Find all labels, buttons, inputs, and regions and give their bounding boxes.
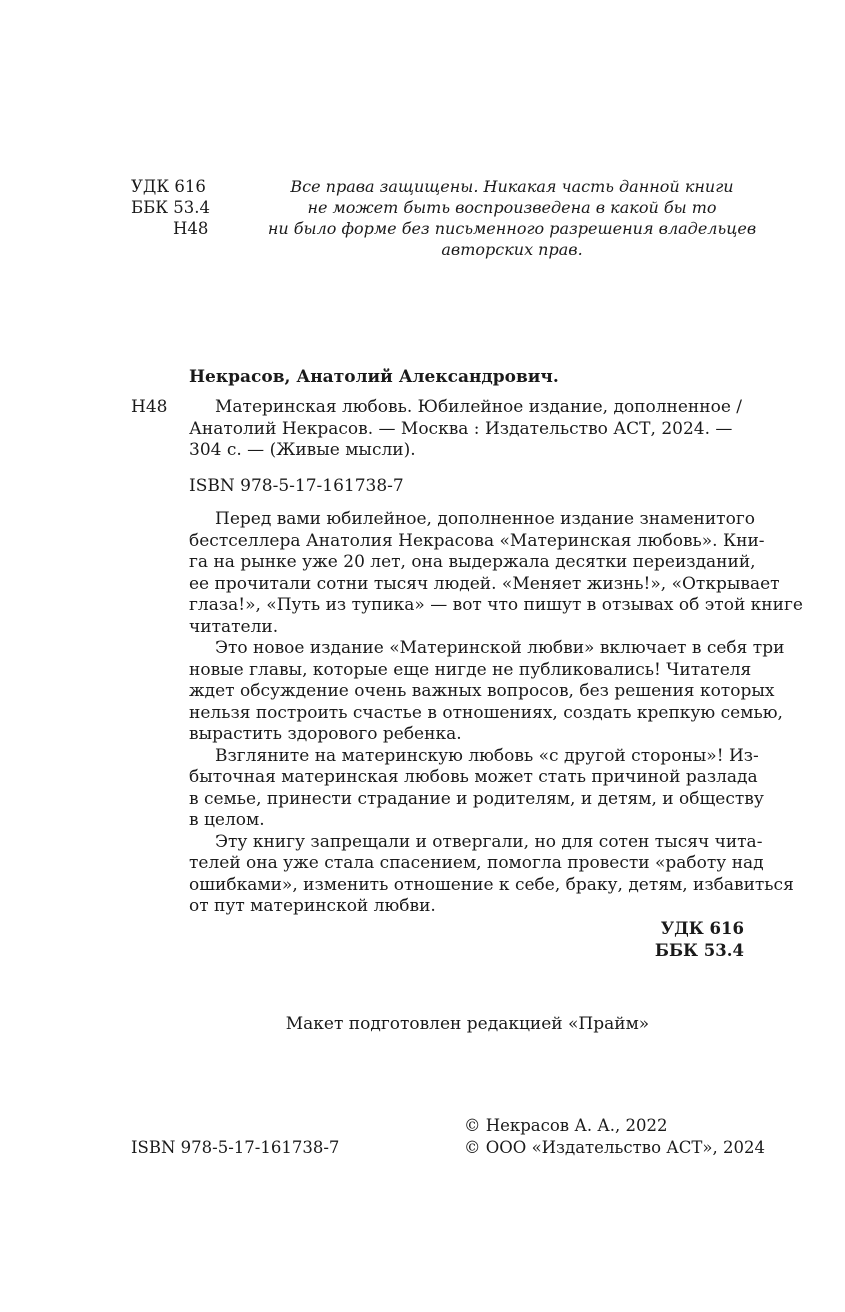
annotation-line: быточная материнская любовь может стать причиной разлада	[189, 767, 758, 787]
annotation-line: Перед вами юбилейное, дополненное издание знаменитого	[215, 509, 755, 529]
rights-line: Все права защищены. Никакая часть данной книги	[290, 177, 734, 196]
bottom-bbk-code: ББК 53.4	[654, 941, 744, 960]
catalog-author-mark: Н48	[131, 397, 168, 417]
bottom-udk-code: УДК 616	[660, 919, 744, 938]
annotation-line: ее прочитали сотни тысяч людей. «Меняет жизнь!», «Открывает	[189, 573, 780, 594]
rights-line: ни было форме без письменного разрешения владельцев	[267, 219, 757, 238]
copyright-block	[464, 1115, 765, 1159]
annotation-line: вырастить здорового ребенка.	[189, 724, 462, 744]
copyright-line: © ООО «Издательство АСТ», 2024	[464, 1138, 765, 1157]
rights-line: авторских прав.	[441, 240, 583, 259]
annotation-line: телей она уже стала спасением, помогла провести «работу над	[189, 853, 764, 873]
rights-line: не может быть воспроизведена в какой бы то	[307, 198, 717, 217]
annotation-line: в целом.	[189, 810, 265, 830]
annotation-line: Взгляните на материнскую любовь «с другой стороны»! Из-	[215, 745, 759, 766]
annotation-line: ждет обсуждение очень важных вопросов, без решения которых	[189, 681, 775, 701]
copyright-line: © Некрасов А. А., 2022	[464, 1116, 668, 1135]
annotation-line: Это новое издание «Материнской любви» включает в себя три	[215, 638, 785, 658]
udk-code: УДК 616	[131, 177, 206, 196]
catalog-line: 304 с. — (Живые мысли).	[189, 440, 416, 460]
annotation-line: нельзя построить счастье в отношениях, создать крепкую семью,	[189, 702, 783, 723]
annotation-line: ошибками», изменить отношение к себе, браку, детям, избавиться	[189, 874, 794, 895]
prepared-by-note: Макет подготовлен редакцией «Прайм»	[285, 1014, 650, 1034]
catalog-isbn: ISBN 978-5-17-161738-7	[189, 476, 404, 496]
author-mark: Н48	[173, 219, 209, 238]
annotation-line: бестселлера Анатолия Некрасова «Материнская любовь». Кни-	[189, 530, 765, 551]
rights-notice	[262, 176, 762, 260]
classification-codes	[131, 176, 210, 239]
catalog-line: Материнская любовь. Юбилейное издание, дополненное /	[215, 397, 743, 417]
annotation-line: га на рынке уже 20 лет, она выдержала десятки переизданий,	[189, 552, 756, 572]
annotation-line: от пут материнской любви.	[189, 896, 436, 916]
bottom-isbn: ISBN 978-5-17-161738-7	[131, 1138, 340, 1157]
annotation-line: Эту книгу запрещали и отвергали, но для сотен тысяч чита-	[215, 831, 763, 852]
bottom-classification-codes	[655, 918, 744, 962]
annotation	[189, 509, 803, 918]
bbk-code: ББК 53.4	[131, 198, 211, 217]
annotation-line: читатели.	[189, 616, 279, 637]
author-heading: Некрасов, Анатолий Александрович.	[189, 367, 559, 387]
annotation-line: глаза!», «Путь из тупика» — вот что пишут в отзывах об этой книге	[189, 595, 803, 615]
annotation-line: в семье, принести страдание и родителям, и детям, и обществу	[189, 788, 764, 809]
annotation-line: новые главы, которые еще нигде не публиковались! Читателя	[189, 659, 752, 680]
catalog-line: Анатолий Некрасов. — Москва : Издательство АСТ, 2024. —	[189, 418, 733, 439]
catalog-entry	[189, 397, 745, 462]
